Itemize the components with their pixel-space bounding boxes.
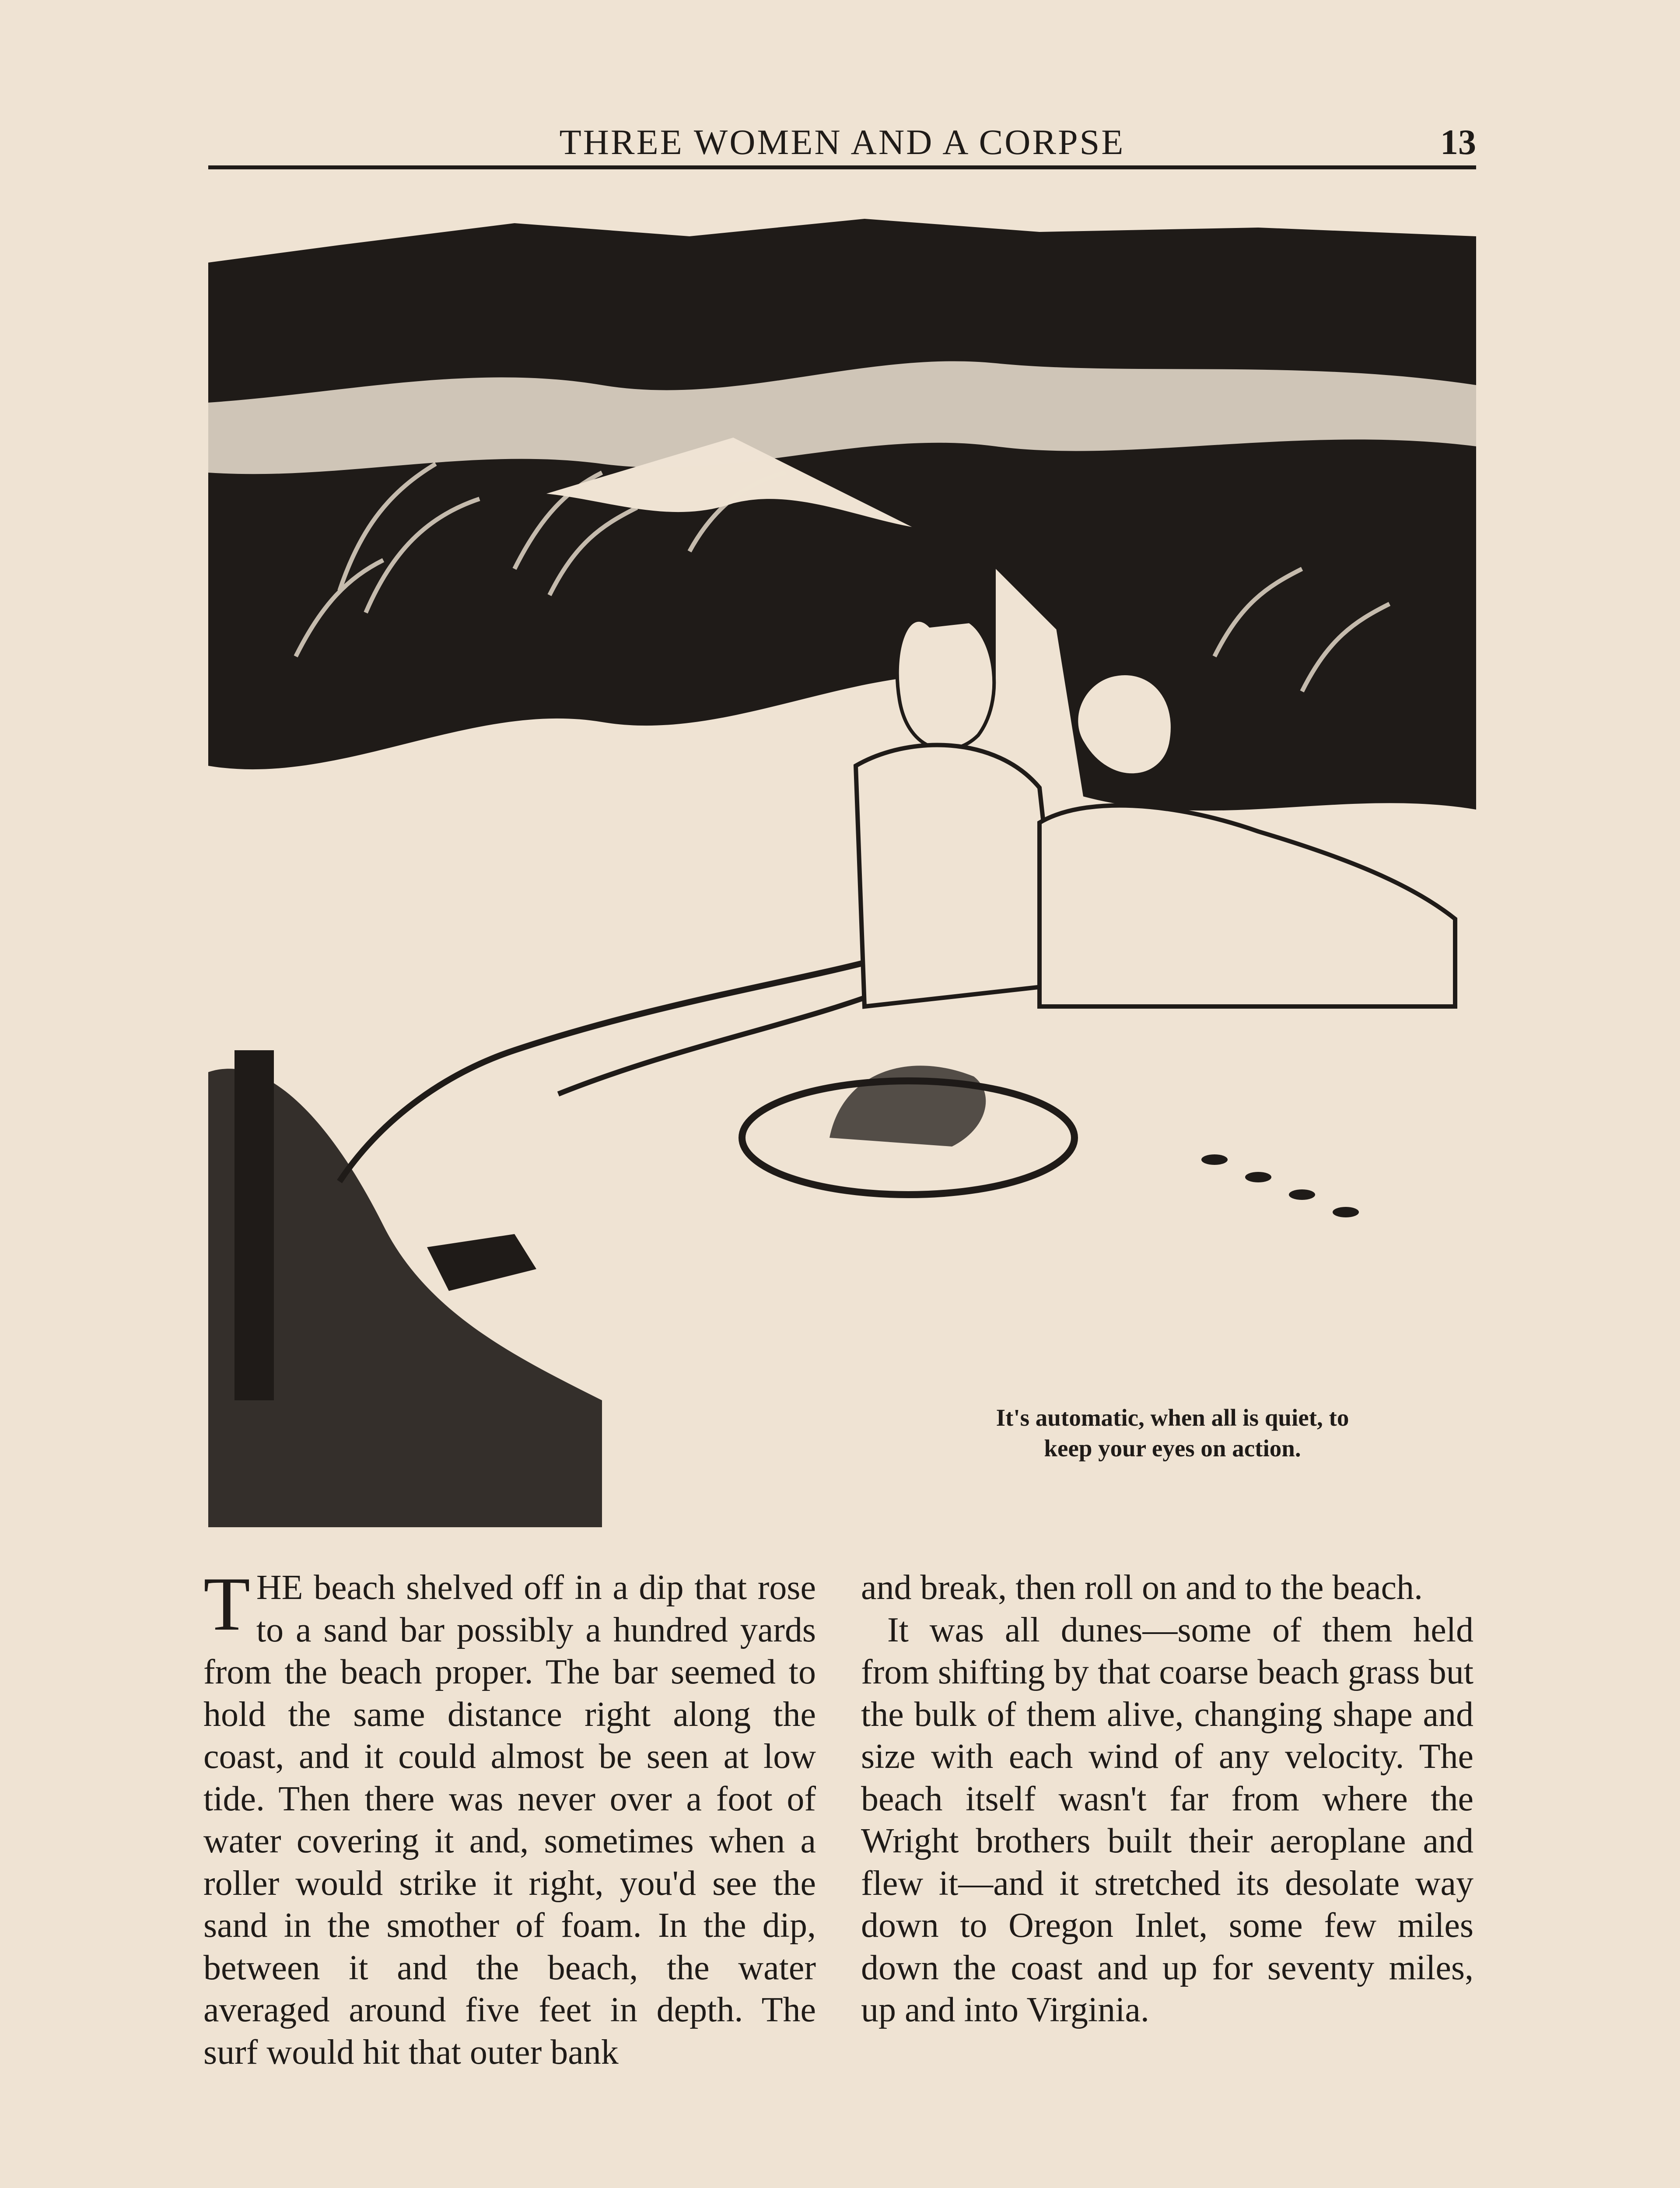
running-title: THREE WOMEN AND A CORPSE	[559, 122, 1125, 162]
caption-line-2: keep your eyes on action.	[1044, 1435, 1301, 1462]
paragraph-opening-text: HE beach shelved off in a dip that rose to a sand bar possibly a hundred yards from the beach proper. The bar seemed to hold the same distance right along the coast, and it could almost be seen at low tide. Then there was never over a foot of water covering it and, sometimes when a roller would strike it right, you'd see the sand in the smother of foam. In the dip, between it and the beach, the water averaged around five feet in depth. The surf would hit that outer bank	[203, 1568, 816, 2072]
text-column-right	[861, 1567, 1474, 2031]
caption-line-1: It's automatic, when all is quiet, to	[996, 1404, 1349, 1431]
drop-cap: T	[203, 1561, 250, 1646]
paragraph-dunes: It was all dunes—some of them held from shifting by that coarse beach grass but the bulk of them alive, changing shape and size with each wind of any velocity. The beach itself wasn't far from where the Wright brothers built their aeroplane and flew it—and it stretched its desolate way down to Oregon Inlet, some few miles down the coast and up for seventy miles, up and into Virginia.	[861, 1610, 1474, 2029]
running-header	[208, 117, 1476, 170]
paragraph-continuation: and break, then roll on and to the beach.	[861, 1568, 1423, 1607]
illustration-drawing	[208, 219, 1476, 1527]
paragraph-opening	[203, 1561, 816, 2073]
header-rule	[208, 165, 1476, 169]
text-column-left	[203, 1561, 816, 2073]
story-illustration	[208, 219, 1476, 1527]
illustration-caption	[888, 1403, 1457, 1464]
page-number: 13	[1440, 122, 1476, 162]
